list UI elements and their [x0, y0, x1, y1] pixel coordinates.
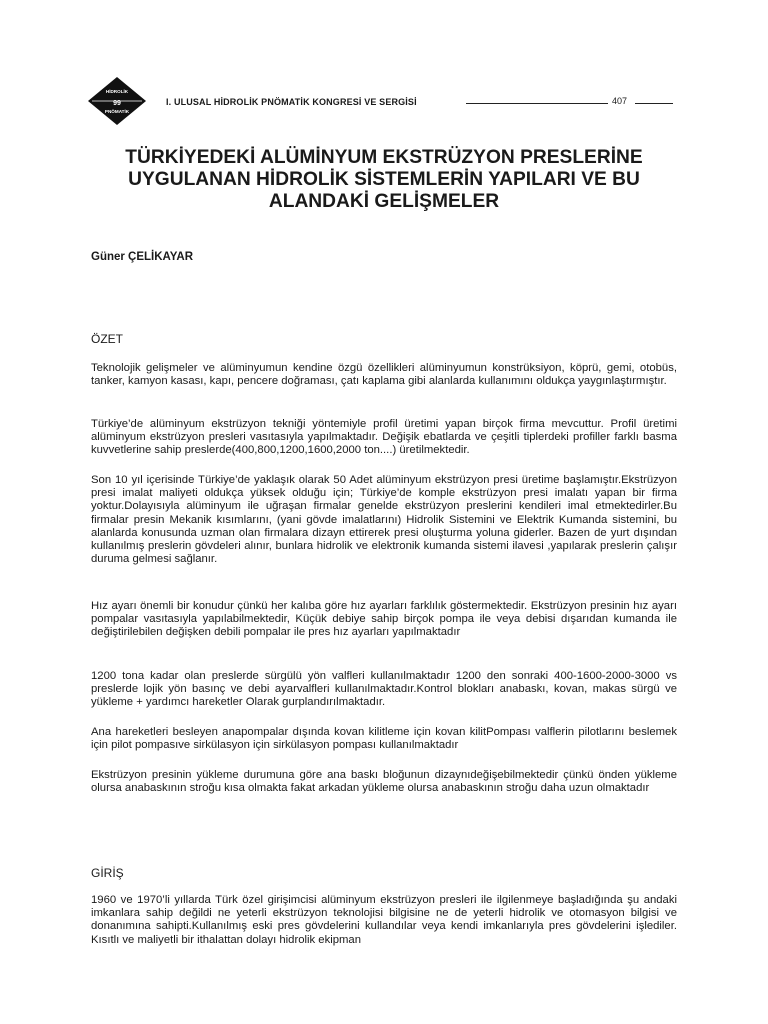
abstract-paragraph: Ekstrüzyon presinin yükleme durumuna göre ana baskı bloğunun dizaynıdeğişebilmektedir çünkü önden yükleme olursa anabaskının stroğu kısa olmakta fakat arkadan yükleme olursa anabaskının stroğu daha uzun olmaktadır: [91, 769, 677, 795]
abstract-paragraph: 1200 tona kadar olan preslerde sürgülü yön valfleri kullanılmaktadır 1200 den sonraki 400-1600-2000-3000 vs preslerde lojik yön basınç ve debi ayarvalfleri kullanılmaktadır.Kontrol blokları anabaskı, kovan, makas sürgü ve yükleme + yardımcı hareketler Olarak gurplandırılmaktadır.: [91, 670, 677, 709]
author-name: Güner ÇELİKAYAR: [91, 251, 194, 263]
intro-paragraph: 1960 ve 1970’li yıllarda Türk özel girişimcisi alüminyum ekstrüzyon presleri ile ilgilenmeye başladığında şu andaki imkanlara sahip değildi ne yeterli ekstrüzyon teknolojisi bilgisine ne de yeterli hidrolik ve otomasyon bilgisi ve donanımına sahipti.Kullanılmış eski pres gövdelerini kullandılar veya kendi imkanlarıyla pres gövdelerini işlediler. Kısıtlı ve maliyetli bir ithalattan dolayı hidrolik ekipman: [91, 894, 677, 946]
intro-heading: GİRİŞ: [91, 866, 124, 880]
abstract-paragraph: Son 10 yıl içerisinde Türkiye’de yaklaşık olarak 50 Adet alüminyum ekstrüzyon presi üretime başlamıştır.Ekstrüzyon presi imalat maliyeti oldukça yüksek olduğu için; Türkiye’de komple ekstrüzyon presi imalatı yapan bir firma yoktur.Dolayısıyla alüminyum ile uğraşan firmalar genelde ekstrüzyon preslerini kendileri imal etmektedirler.Bu firmalar presin Mekanik kısımlarını, (yani gövde imalatlarını) Hidrolik Sistemini ve Elektrik Kumanda sistemini, bu alanlarda konusunda uzman olan firmalara dizayn ettirerek presi oluşturma yoluna giderler. Bazen de yurt dışından kullanılmış preslerin gövdeleri alınır, bunlara hidrolik ve elektronik kumanda sistemi ilavesi ,yapılarak preslerin çalışır duruma gelmesi sağlanır.: [91, 474, 677, 566]
paper-title: [84, 147, 684, 213]
abstract-paragraph: Türkiye’de alüminyum ekstrüzyon tekniği yöntemiyle profil üretimi yapan birçok firma mevcuttur. Profil üretimi alüminyum ekstrüzyon presleri vasıtasıyla yapılmaktadır. Değişik ebatlarda ve çeşitli tiplerdeki profiller farklı basma kuvvetlerine sahip preslerde(400,800,1200,1600,2000 ton....) üretilmektedir.: [91, 418, 677, 457]
paper-title-line: TÜRKİYEDEKİ ALÜMİNYUM EKSTRÜZYON PRESLERİNE: [125, 147, 643, 168]
page-header: [86, 76, 676, 126]
abstract-paragraph: Ana hareketleri besleyen anapompalar dışında kovan kilitleme için kovan kilitPompası valflerin pilotlarını beslemek için pilot pompasıve sirkülasyon için sirkülasyon pompası kullanılmaktadır: [91, 726, 677, 752]
conference-logo: [86, 76, 148, 126]
page-number: 407: [612, 96, 628, 106]
header-rule-short: [635, 103, 673, 104]
abstract-heading: ÖZET: [91, 332, 123, 346]
abstract-paragraph: Hız ayarı önemli bir konudur çünkü her kalıba göre hız ayarları farklılık göstermektedir. Ekstrüzyon presinin hız ayarı pompalar vasıtasıyla yapılabilmektedir, Küçük debiye sahip birçok pompa ile veya debisi dışarıdan kumanda ile değiştirilebilen değişken debili pompalar ile pres hız ayarları yapılmaktadır: [91, 600, 677, 639]
logo-bottom-text: PNÖMATİK: [104, 109, 130, 114]
abstract-paragraph: Teknolojik gelişmeler ve alüminyumun kendine özgü özellikleri alüminyumun konstrüksiyon, köprü, gemi, otobüs, tanker, kamyon kasası, kapı, pencere doğraması, çatı kaplama gibi alanlarda kullanımını oldukça yaygınlaştırmıştır.: [91, 362, 677, 388]
header-rule: [466, 103, 608, 104]
paper-title-line: ALANDAKİ GELİŞMELER: [268, 191, 500, 212]
paper-title-line: UYGULANAN HİDROLİK SİSTEMLERİN YAPILARI VE BU: [128, 169, 640, 190]
logo-top-text: HİDROLİK: [105, 89, 129, 94]
logo-number: 99: [113, 100, 121, 107]
conference-title: I. ULUSAL HİDROLİK PNÖMATİK KONGRESİ VE SERGİSİ: [166, 97, 417, 107]
